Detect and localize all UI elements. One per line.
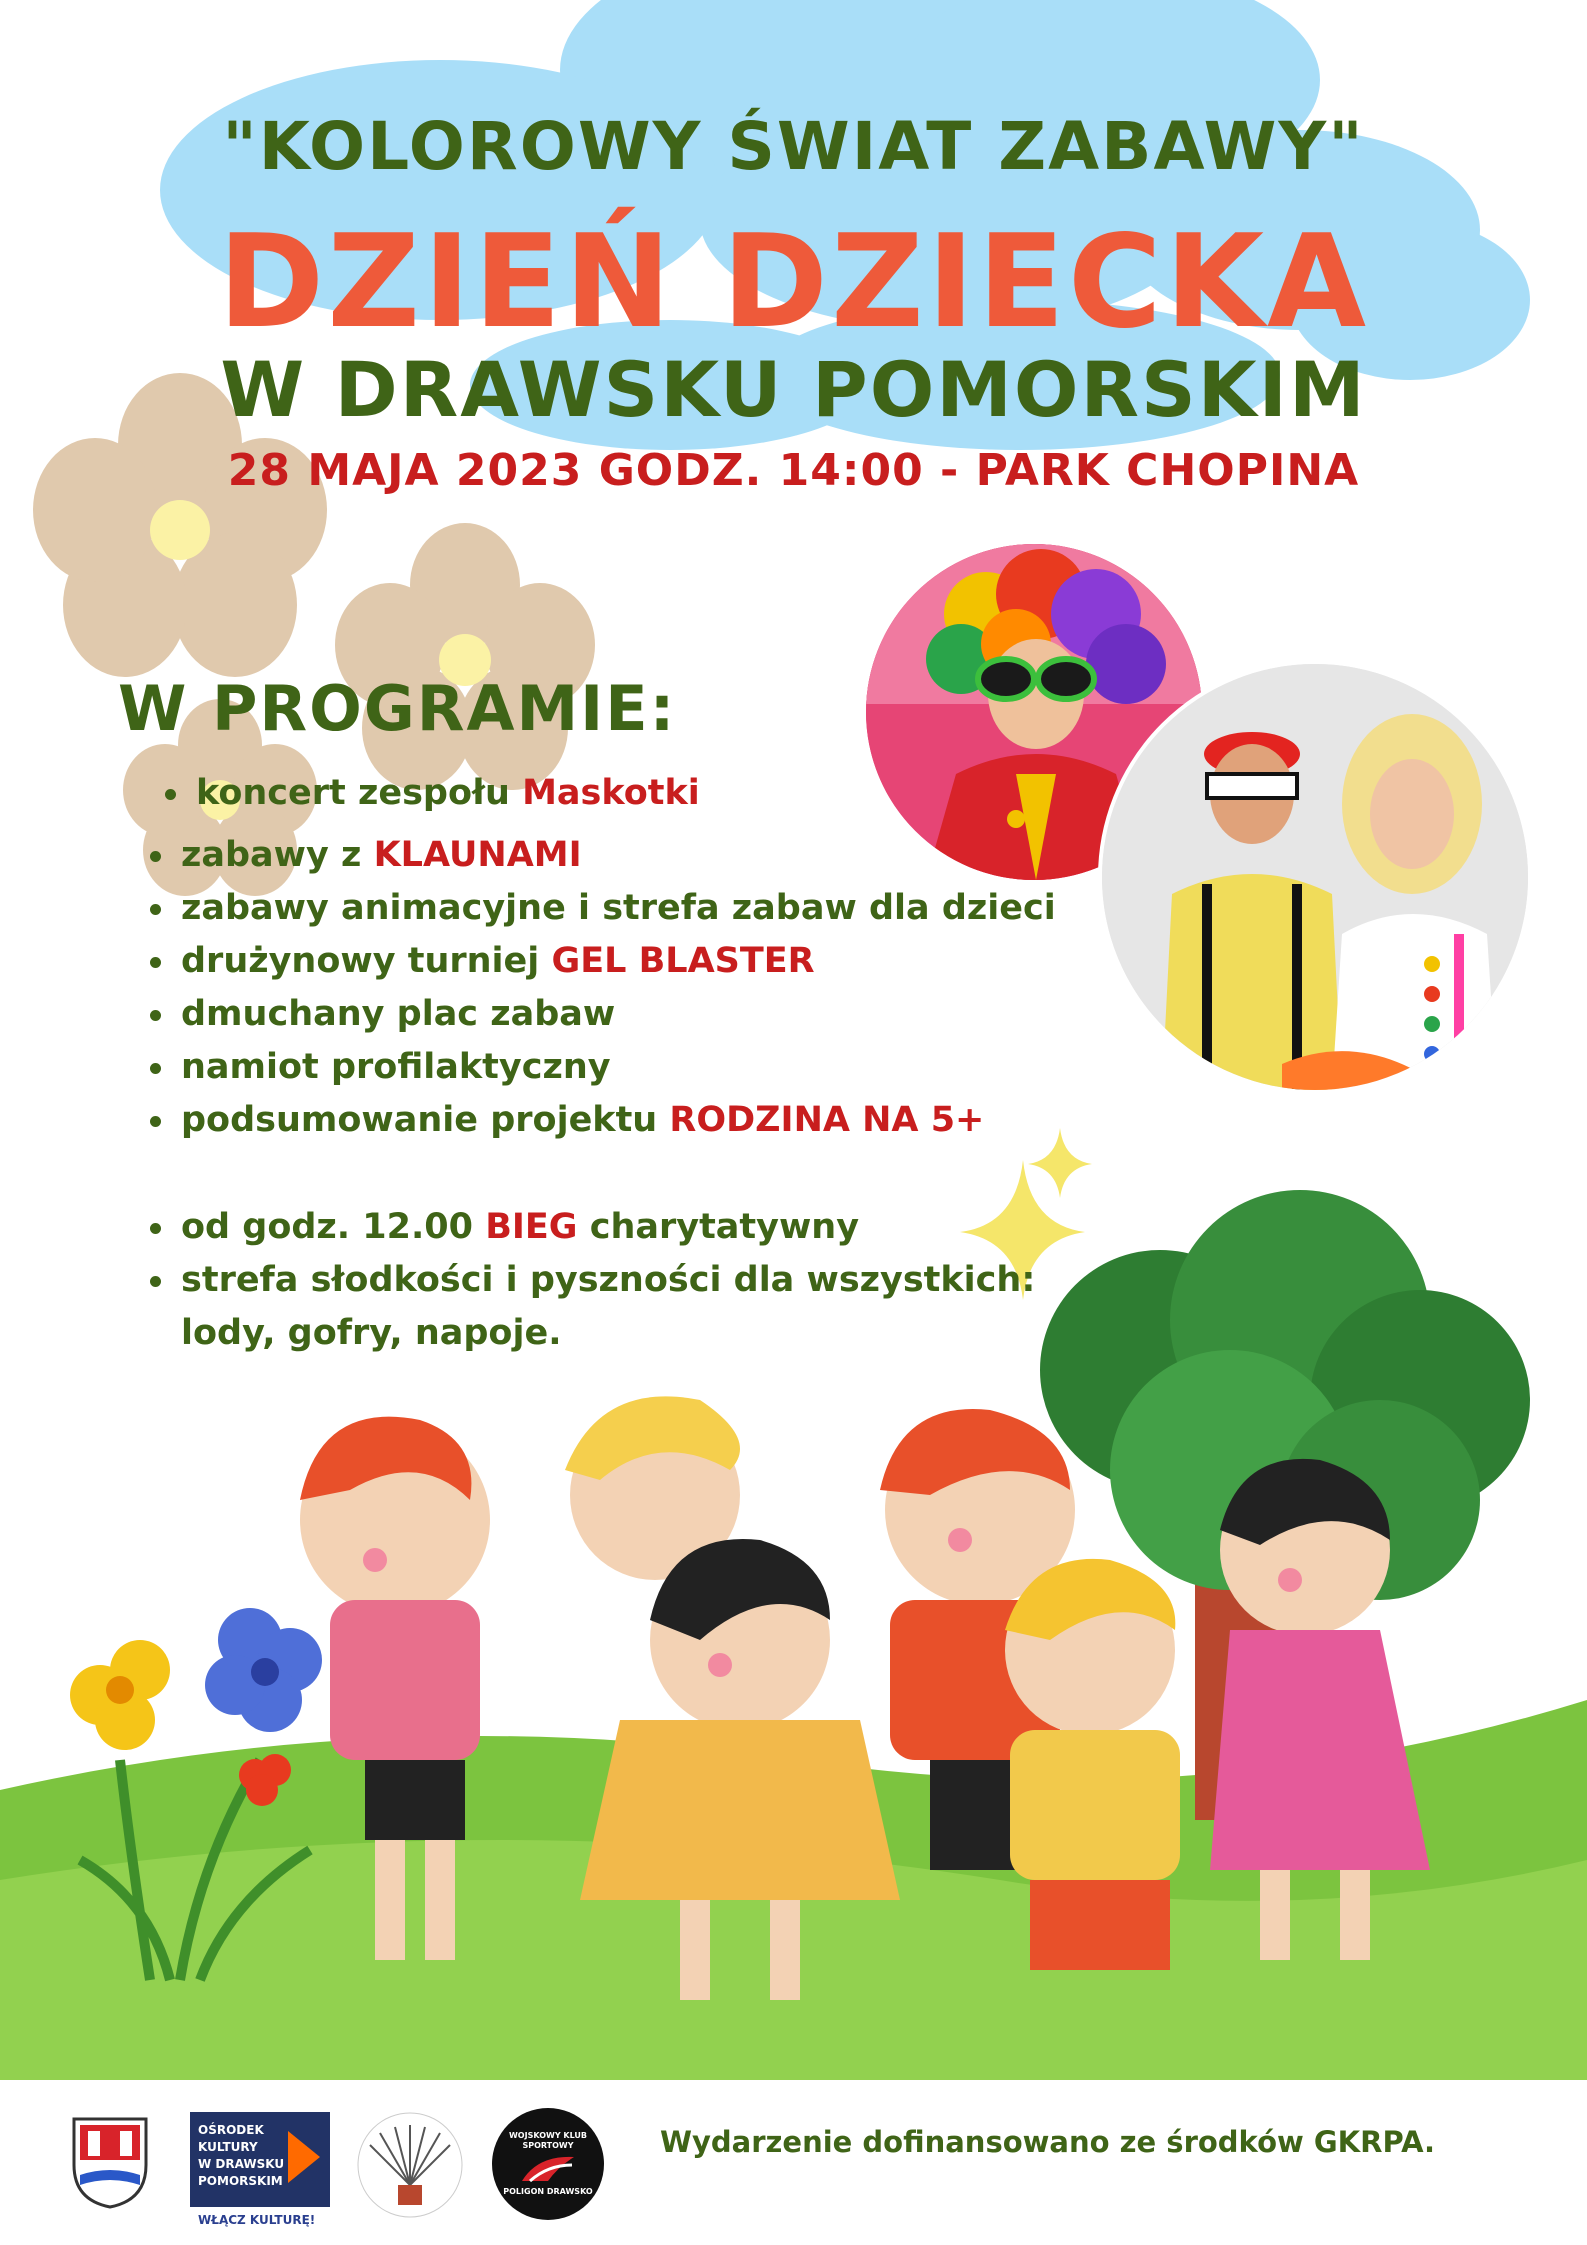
event-location: W DRAWSKU POMORSKIM	[220, 345, 1367, 434]
bullet-icon	[150, 957, 161, 968]
program-item: namiot profilaktyczny	[150, 1047, 611, 1087]
event-date: 28 MAJA 2023 GODZ. 14:00 - PARK CHOPINA	[227, 445, 1360, 496]
program-item: zabawy animacyjne i strefa zabaw dla dzieci	[150, 888, 1056, 928]
okdp-logo: OŚRODEK KULTURY W DRAWSKU POMORSKIM	[190, 2112, 330, 2207]
flower-icon	[335, 523, 595, 790]
bullet-icon	[150, 1116, 161, 1127]
bullet-icon	[150, 1010, 161, 1021]
club-logo: WOJSKOWY KLUB SPORTOWY POLIGON DRAWSKO	[492, 2108, 604, 2220]
program-extra-item: od godz. 12.00 BIEG charytatywny	[150, 1207, 859, 1247]
bullet-icon	[150, 904, 161, 915]
playground-illustration	[0, 1180, 1587, 2080]
okdp-slogan: WŁĄCZ KULTURĘ!	[198, 2213, 316, 2227]
play-triangle-icon	[284, 2127, 324, 2187]
program-heading: W PROGRAMIE:	[118, 672, 677, 745]
eagle-icon	[518, 2151, 578, 2187]
flower-icon	[70, 1640, 170, 1750]
bullet-icon	[150, 851, 161, 862]
program-item: drużynowy turniej GEL BLASTER	[150, 941, 815, 981]
flower-icon	[205, 1608, 322, 1732]
coat-of-arms-icon	[70, 2115, 150, 2210]
library-logo	[350, 2105, 470, 2225]
event-subtitle: "KOLOROWY ŚWIAT ZABAWY"	[222, 108, 1365, 185]
program-item: podsumowanie projektu RODZINA NA 5+	[150, 1100, 984, 1140]
event-title: DZIEŃ DZIECKA	[217, 208, 1370, 357]
funding-note: Wydarzenie dofinansowano ze środków GKRPA.	[660, 2125, 1436, 2159]
program-item: zabawy z KLAUNAMI	[150, 835, 582, 875]
bullet-icon	[165, 789, 176, 800]
program-extra-item: strefa słodkości i pyszności dla wszystkich:	[150, 1260, 1035, 1300]
program-item: koncert zespołu Maskotki	[165, 773, 700, 813]
program-item: dmuchany plac zabaw	[150, 994, 615, 1034]
program-extra-continuation: lody, gofry, napoje.	[181, 1313, 562, 1353]
bullet-icon	[150, 1063, 161, 1074]
animators-photo	[1098, 660, 1532, 1094]
